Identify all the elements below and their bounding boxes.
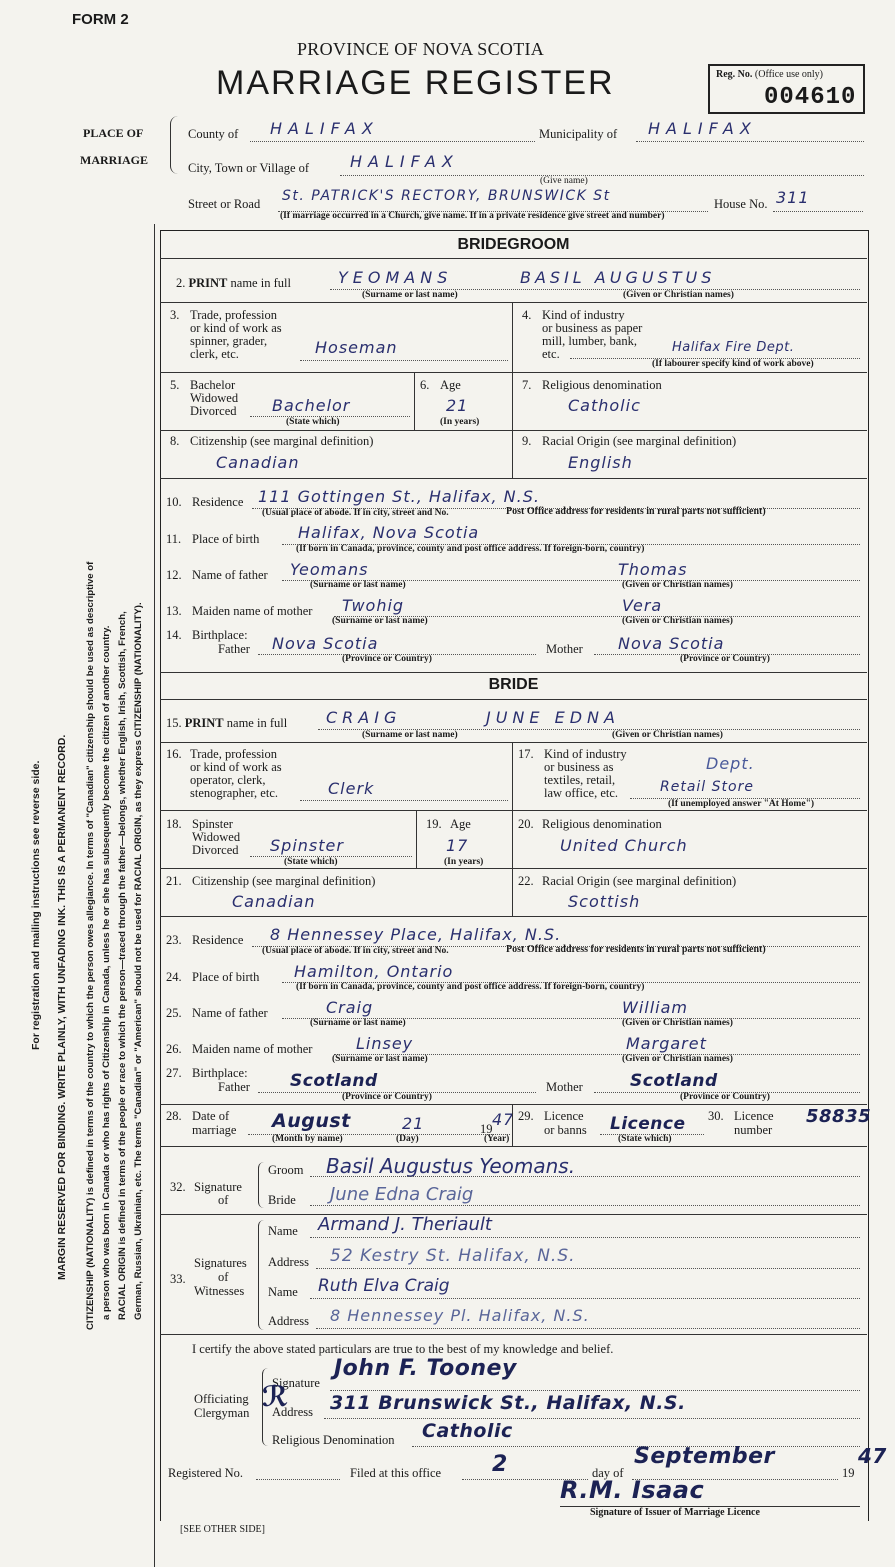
groom-citizenship: Canadian (216, 453, 300, 472)
municipality-value: HALIFAX (648, 119, 757, 138)
marriage-year-prefix: 19 (480, 1122, 493, 1136)
bride-mother-prov-hint: (Province or Country) (680, 1092, 770, 1102)
county-value: HALIFAX (270, 119, 379, 138)
f12-number: 12. (166, 568, 182, 582)
street-hint: (If marriage occurred in a Church, give name. If in a private residence give street and number) (280, 211, 665, 221)
clergy-denomination-label: Religious Denomination (272, 1433, 395, 1447)
groom-signature: Basil Augustus Yeomans. (326, 1154, 576, 1178)
clergy-address-label: Address (272, 1405, 313, 1419)
margin-citizenship-def-1: CITIZENSHIP (NATIONALITY) is defined in terms of the country to which the person owes allegiance. In terms of "Canadian" citizenship should be used as descriptive of (85, 561, 96, 1330)
f26-number: 26. (166, 1042, 182, 1056)
f21-label: Citizenship (see marginal definition) (192, 874, 376, 888)
filed-label: Filed at this office (350, 1466, 442, 1480)
province-heading: PROVINCE OF NOVA SCOTIA (297, 39, 545, 59)
f8-label: Citizenship (see marginal definition) (190, 434, 374, 448)
f6-label: Age (440, 378, 461, 392)
municipality-label: Municipality of (539, 127, 618, 141)
bride-birth-hint: (If born in Canada, province, county and post office address. If foreign-born, country) (296, 982, 645, 992)
f3-line4: clerk, etc. (190, 347, 239, 361)
clergy-address: 311 Brunswick St., Halifax, N.S. (330, 1392, 686, 1414)
groom-industry: Halifax Fire Dept. (672, 340, 795, 355)
bride-given: JUNE EDNA (486, 708, 620, 727)
bride-given-hint: (Given or Christian names) (612, 730, 723, 740)
bridegroom-heading: BRIDEGROOM (457, 236, 570, 253)
bride-state-which: (State which) (284, 857, 338, 867)
groom-father-surname: Yeomans (290, 560, 369, 579)
groom-father-surname-hint: (Surname or last name) (310, 580, 406, 590)
groom-father-given-hint: (Given or Christian names) (622, 580, 733, 590)
f29-line2: or banns (544, 1123, 587, 1137)
f14-label: Birthplace: (192, 628, 248, 642)
f7-label: Religious denomination (542, 378, 662, 392)
groom-father-birthplace: Nova Scotia (272, 634, 379, 653)
f16-line3: operator, clerk, (190, 773, 266, 787)
f4-line2: or business as paper (542, 321, 643, 335)
witness1-name-label: Name (268, 1224, 298, 1238)
f16-line2: or kind of work as (190, 760, 282, 774)
licence-or-banns: Licence (610, 1114, 686, 1134)
witness2-name-label: Name (268, 1285, 298, 1299)
f25-number: 25. (166, 1006, 182, 1020)
f30-line1: Licence (734, 1109, 774, 1123)
groom-trade: Hoseman (315, 338, 398, 357)
groom-religion: Catholic (568, 396, 641, 415)
bride-residence-hint1: (Usual place of abode. If in city, street and No. (262, 946, 449, 956)
clergy-signature: John F. Tooney (334, 1356, 517, 1381)
signature-brace-33 (258, 1220, 267, 1330)
margin-binding-note: MARGIN RESERVED FOR BINDING. WRITE PLAINLY, WITH UNFADING INK. THIS IS A PERMANENT RECORD. (56, 734, 68, 1280)
f13-number: 13. (166, 604, 182, 618)
bride-industry-hint: (If unemployed answer "At Home") (668, 799, 815, 809)
f16-line1: Trade, profession (190, 747, 278, 761)
f8-number: 8. (170, 434, 180, 448)
groom-mother-surname-hint: (Surname or last name) (332, 616, 428, 626)
certify-statement: I certify the above stated particulars are true to the best of my knowledge and belief. (192, 1342, 614, 1356)
bride-racial-origin: Scottish (568, 892, 641, 911)
licence-state-which: (State which) (618, 1134, 672, 1144)
bride-status: Spinster (270, 836, 344, 855)
witness2-name: Ruth Elva Craig (318, 1276, 450, 1296)
f33-number: 33. (170, 1272, 186, 1286)
f32-line1: Signature (194, 1180, 242, 1194)
f9-label: Racial Origin (see marginal definition) (542, 434, 737, 448)
f17-line1: Kind of industry (544, 747, 627, 761)
f28-line1: Date of (192, 1109, 230, 1123)
reg-no-label: Reg. No. (716, 69, 753, 80)
month-hint: (Month by name) (272, 1134, 343, 1144)
f2-print: PRINT (188, 276, 228, 290)
f10-label: Residence (192, 495, 244, 509)
groom-father-prov-hint: (Province or Country) (342, 654, 432, 664)
f25-label: Name of father (192, 1006, 268, 1020)
f18-line3: Divorced (192, 843, 239, 857)
house-value: 311 (776, 188, 810, 207)
f28-line2: marriage (192, 1123, 237, 1137)
groom-given: BASIL AUGUSTUS (520, 268, 716, 287)
f17-line4: law office, etc. (544, 786, 619, 800)
street-value: St. PATRICK'S RECTORY, BRUNSWICK St (282, 188, 611, 204)
groom-father-given: Thomas (618, 560, 688, 579)
f4-line4: etc. (542, 347, 560, 361)
groom-given-hint: (Given or Christian names) (623, 290, 734, 300)
bride-sig-label: Bride (268, 1193, 296, 1207)
bride-industry: Retail Store (660, 779, 754, 795)
f18-line1: Spinster (192, 817, 233, 831)
bride-father-given-hint: (Given or Christian names) (622, 1018, 733, 1028)
margin-racial-def-1: RACIAL ORIGIN is defined in terms of the people or race to which the person—traced through the father—belongs, whether English, Irish, Scottish, French, (117, 611, 128, 1320)
f15-number: 15. (166, 716, 182, 730)
officiating-line2: Clergyman (194, 1406, 250, 1420)
f2-label: name in full (230, 276, 291, 290)
groom-surname-hint: (Surname or last name) (362, 290, 458, 300)
bride-father-prov-hint: (Province or Country) (342, 1092, 432, 1102)
f28-number: 28. (166, 1109, 182, 1123)
f17-number: 17. (518, 747, 534, 761)
reg-number: 004610 (764, 84, 857, 111)
f17-line2: or business as (544, 760, 614, 774)
groom-age: 21 (446, 396, 469, 415)
bride-residence-hint2: Post Office address for residents in rural parts not sufficient) (506, 944, 766, 955)
f12-label: Name of father (192, 568, 268, 582)
groom-sig-label: Groom (268, 1163, 304, 1177)
f5-line1: Bachelor (190, 378, 236, 392)
f11-number: 11. (166, 532, 182, 546)
bride-heading: BRIDE (488, 676, 539, 693)
groom-residence: 111 Gottingen St., Halifax, N.S. (258, 487, 540, 506)
f27-label: Birthplace: (192, 1066, 248, 1080)
groom-mother-bp-label: Mother (546, 642, 583, 656)
f3-number: 3. (170, 308, 180, 322)
f32-number: 32. (170, 1180, 186, 1194)
f30-number: 30. (708, 1109, 724, 1123)
filed-day: 2 (492, 1452, 508, 1477)
f27-number: 27. (166, 1066, 182, 1080)
f2-number: 2. (176, 276, 186, 290)
city-label: City, Town or Village of (188, 161, 310, 175)
place-brace (170, 116, 181, 174)
bride-residence: 8 Hennessey Place, Halifax, N.S. (270, 925, 562, 944)
f33-line3: Witnesses (194, 1284, 245, 1298)
witness2-address: 8 Hennessey Pl. Halifax, N.S. (330, 1306, 590, 1325)
f21-number: 21. (166, 874, 182, 888)
bride-mother-given: Margaret (626, 1034, 707, 1053)
bride-trade: Clerk (328, 779, 375, 798)
see-other-side: [SEE OTHER SIDE] (180, 1524, 265, 1535)
bride-in-years: (In years) (444, 857, 484, 867)
groom-birth-hint: (If born in Canada, province, county and post office address. If foreign-born, country) (296, 544, 645, 554)
bride-father-surname: Craig (326, 998, 374, 1017)
page-title: MARRIAGE REGISTER (216, 64, 615, 102)
f14-number: 14. (166, 628, 182, 642)
f30-line2: number (734, 1123, 773, 1137)
groom-status: Bachelor (272, 396, 351, 415)
bride-mother-given-hint: (Given or Christian names) (622, 1054, 733, 1064)
filed-year-prefix: 19 (842, 1466, 855, 1480)
f23-number: 23. (166, 933, 182, 947)
f22-label: Racial Origin (see marginal definition) (542, 874, 737, 888)
margin-instructions-note: For registration and mailing instructions see reverse side. (30, 760, 42, 1050)
f33-line1: Signatures (194, 1256, 247, 1270)
give-name-hint: (Give name) (540, 176, 588, 186)
f33-line2: of (218, 1270, 229, 1284)
bride-mother-surname: Linsey (356, 1034, 414, 1053)
bride-mother-surname-hint: (Surname or last name) (332, 1054, 428, 1064)
bride-age: 17 (446, 836, 469, 855)
f29-line1: Licence (544, 1109, 584, 1123)
bride-mother-bp-label: Mother (546, 1080, 583, 1094)
f20-number: 20. (518, 817, 534, 831)
clergy-signature-label: Signature (272, 1376, 320, 1390)
witness2-address-label: Address (268, 1314, 309, 1328)
f32-line2: of (218, 1193, 229, 1207)
issuer-label: Signature of Issuer of Marriage Licence (590, 1507, 760, 1518)
groom-racial-origin: English (568, 453, 633, 472)
groom-residence-hint1: (Usual place of abode. If in city, street and No. (262, 508, 449, 518)
f18-line2: Widowed (192, 830, 241, 844)
f20-label: Religious denomination (542, 817, 662, 831)
bride-surname: CRAIG (326, 708, 402, 727)
f5-line2: Widowed (190, 391, 239, 405)
signature-brace-32 (258, 1162, 267, 1208)
f3-line2: or kind of work as (190, 321, 282, 335)
bride-religion: United Church (560, 836, 688, 855)
bride-father-surname-hint: (Surname or last name) (310, 1018, 406, 1028)
f3-line3: spinner, grader, (190, 334, 268, 348)
clergy-denomination: Catholic (422, 1420, 513, 1442)
f19-label: Age (450, 817, 471, 831)
f24-label: Place of birth (192, 970, 260, 984)
bride-father-birthplace: Scotland (290, 1071, 378, 1091)
f24-number: 24. (166, 970, 182, 984)
marriage-month: August (272, 1110, 351, 1132)
f9-number: 9. (522, 434, 532, 448)
margin-racial-def-2: German, Russian, Ukrainian, etc. The terms "Canadian" or "American" should not be used for RACIAL ORIGIN, as they express CITIZENSHIP (NATIONALITY). (133, 602, 144, 1320)
f7-number: 7. (522, 378, 532, 392)
groom-in-years: (In years) (440, 417, 480, 427)
marriage-year: 47 (492, 1110, 515, 1129)
witness1-address: 52 Kestry St. Halifax, N.S. (330, 1246, 576, 1266)
f15-print: PRINT (184, 716, 224, 730)
f17-line3: textiles, retail, (544, 773, 616, 787)
city-value: HALIFAX (350, 152, 459, 171)
county-label: County of (188, 127, 239, 141)
f18-number: 18. (166, 817, 182, 831)
marriage-day: 21 (402, 1114, 425, 1133)
f13-label: Maiden name of mother (192, 604, 313, 618)
groom-mother-prov-hint: (Province or Country) (680, 654, 770, 664)
f29-number: 29. (518, 1109, 534, 1123)
bride-industry-note: Dept. (706, 754, 755, 773)
f19-number: 19. (426, 817, 442, 831)
officiating-line1: Officiating (194, 1392, 249, 1406)
street-label: Street or Road (188, 197, 261, 211)
f16-number: 16. (166, 747, 182, 761)
year-hint: (Year) (484, 1134, 510, 1144)
filed-month: September (634, 1444, 775, 1469)
f6-number: 6. (420, 378, 430, 392)
issuer-signature: R.M. Isaac (560, 1476, 705, 1504)
f5-line3: Divorced (190, 404, 237, 418)
bride-citizenship: Canadian (232, 892, 316, 911)
groom-surname: YEOMANS (338, 268, 453, 287)
groom-mother-birthplace: Nova Scotia (618, 634, 725, 653)
f22-number: 22. (518, 874, 534, 888)
day-of-label: day of (592, 1466, 624, 1480)
f23-label: Residence (192, 933, 244, 947)
marriage-label: MARRIAGE (80, 153, 148, 167)
groom-mother-surname: Twohig (342, 596, 405, 615)
witness1-name: Armand J. Theriault (318, 1214, 492, 1235)
f4-line3: mill, lumber, bank, (542, 334, 637, 348)
bride-signature: June Edna Craig (330, 1184, 474, 1205)
house-label: House No. (714, 197, 768, 211)
f5-number: 5. (170, 378, 180, 392)
clergy-initials-mark: ℛ (262, 1380, 289, 1413)
f4-line1: Kind of industry (542, 308, 625, 322)
groom-residence-hint2: Post Office address for residents in rural parts not sufficient) (506, 506, 766, 517)
groom-birthplace: Halifax, Nova Scotia (298, 523, 480, 542)
f15-label: name in full (226, 716, 288, 730)
groom-father-bp-label: Father (218, 642, 250, 656)
reg-no-box (708, 64, 865, 114)
bride-mother-birthplace: Scotland (630, 1071, 718, 1091)
f16-line4: stenographer, etc. (190, 786, 279, 800)
margin-citizenship-def-2: a person who was born in Canada or who has rights of Citizenship in Canada, unless he or she has subsequently become the citizen of another country. (101, 625, 112, 1320)
day-hint: (Day) (396, 1134, 419, 1144)
bride-father-bp-label: Father (218, 1080, 250, 1094)
groom-industry-hint: (If labourer specify kind of work above) (652, 359, 814, 369)
place-of-label: PLACE OF (83, 126, 144, 140)
groom-mother-given: Vera (622, 596, 663, 615)
groom-state-which: (State which) (286, 417, 340, 427)
f3-line1: Trade, profession (190, 308, 278, 322)
witness1-address-label: Address (268, 1255, 309, 1269)
bride-father-given: William (622, 998, 688, 1017)
f26-label: Maiden name of mother (192, 1042, 313, 1056)
bride-birthplace: Hamilton, Ontario (294, 962, 454, 981)
licence-number: 58835 (806, 1106, 872, 1127)
filed-year: 47 (858, 1444, 887, 1468)
bride-surname-hint: (Surname or last name) (362, 730, 458, 740)
f10-number: 10. (166, 495, 182, 509)
form-number: FORM 2 (72, 11, 129, 28)
office-use-label: (Office use only) (754, 69, 824, 80)
f4-number: 4. (522, 308, 532, 322)
groom-mother-given-hint: (Given or Christian names) (622, 616, 733, 626)
registered-no-label: Registered No. (168, 1466, 243, 1480)
f11-label: Place of birth (192, 532, 260, 546)
